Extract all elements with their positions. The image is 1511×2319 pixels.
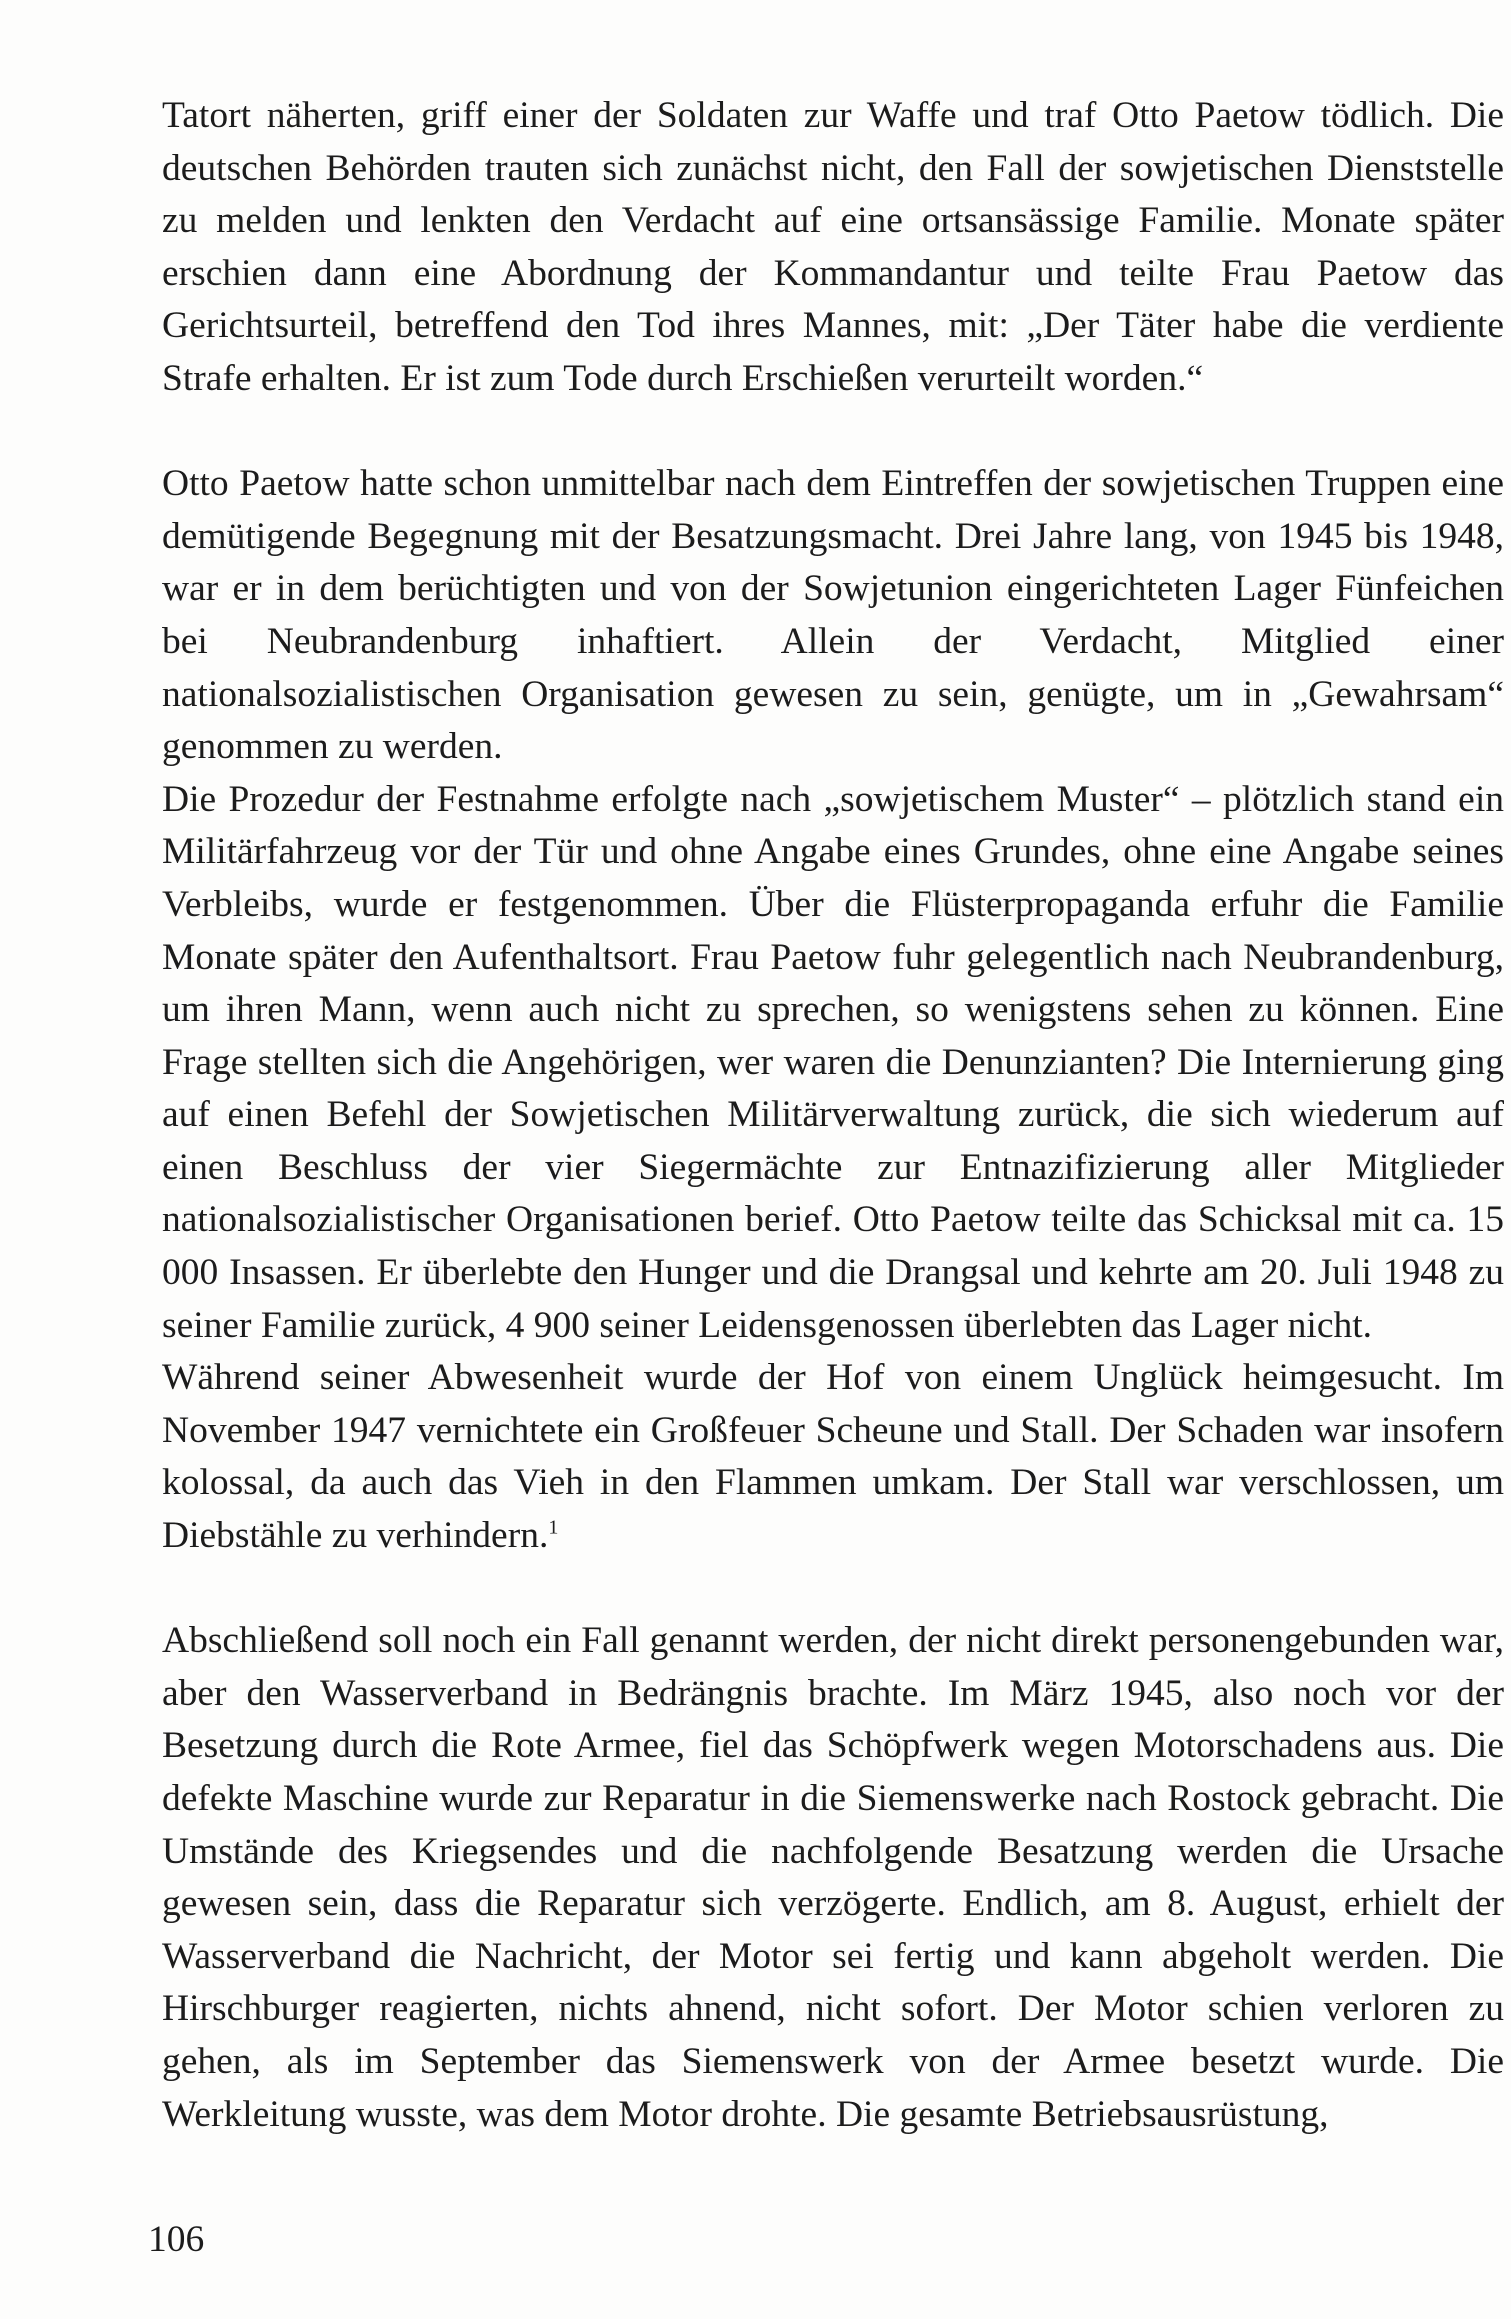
body-text [162, 90, 1504, 2141]
paragraph-4 [162, 1352, 1504, 1562]
footnote-reference: 1 [548, 1516, 559, 1539]
paragraph-4-text: Während seiner Abwesenheit wurde der Hof von einem Unglück heimgesucht. Im November 1947 vernichtete ein Großfeuer Scheune und Stall. Der Schaden war insofern kolossal, da auch das Vieh in den Flammen umkam. Der Stall war verschlossen, um Diebstähle zu verhindern. [162, 1357, 1504, 1557]
page-number: 106 [148, 2219, 205, 2260]
paragraph-1: Tatort näherten, griff einer der Soldaten zur Waffe und traf Otto Paetow tödlich. Die deutschen Behörden trauten sich zunächst nicht, den Fall der sowjetischen Dienststelle zu melden und lenkten den Verdacht auf eine ortsansässige Familie. Monate später erschien dann eine Abordnung der Kommandantur und teilte Frau Paetow das Gerichtsurteil, betreffend den Tod ihres Mannes, mit: „Der Täter habe die verdiente Strafe erhalten. Er ist zum Tode durch Erschießen verurteilt worden.“ [162, 95, 1504, 399]
paragraph-3: Die Prozedur der Festnahme erfolgte nach „sowjetischem Muster“ – plötzlich stand ein Militärfahrzeug vor der Tür und ohne Angabe eines Grundes, ohne eine Angabe seines Verbleibs, wurde er festgenommen. Über die Flüsterpropaganda erfuhr die Familie Monate später den Aufenthaltsort. Frau Paetow fuhr gelegentlich nach Neubrandenburg, um ihren Mann, wenn auch nicht zu sprechen, so wenigstens sehen zu können. Eine Frage stellten sich die Angehörigen, wer waren die Denunzianten? Die Internierung ging auf einen Befehl der Sowjetischen Militärverwaltung zurück, die sich wiederum auf einen Beschluss der vier Siegermächte zur Entnazifizierung aller Mitglieder nationalsozialistischer Organisationen berief. Otto Paetow teilte das Schicksal mit ca. 15 000 Insassen. Er überlebte den Hunger und die Drangsal und kehrte am 20. Juli 1948 zu seiner Familie zurück, 4 900 seiner Leidensgenossen überlebten das Lager nicht. [162, 778, 1504, 1346]
paragraph-5: Abschließend soll noch ein Fall genannt werden, der nicht direkt personengebunden war, aber den Wasserverband in Bedrängnis brachte. Im März 1945, also noch vor der Besetzung durch die Rote Armee, fiel das Schöpfwerk wegen Motorschadens aus. Die defekte Maschine wurde zur Reparatur in die Siemenswerke nach Rostock gebracht. Die Umstände des Kriegsendes und die nachfolgende Besatzung werden die Ursache gewesen sein, dass die Reparatur sich verzögerte. Endlich, am 8. August, erhielt der Wasserverband die Nachricht, der Motor sei fertig und kann abgeholt werden. Die Hirschburger reagierten, nichts ahnend, nicht sofort. Der Motor schien verloren zu gehen, als im September das Siemenswerk von der Armee besetzt wurde. Die Werkleitung wusste, was dem Motor drohte. Die gesamte Betriebsausrüstung, [162, 1620, 1504, 2135]
paragraph-2: Otto Paetow hatte schon unmittelbar nach dem Eintreffen der sowjetischen Truppen eine demütigende Begegnung mit der Besatzungsmacht. Drei Jahre lang, von 1945 bis 1948, war er in dem berüchtigten und von der Sowjetunion eingerichteten Lager Fünfeichen bei Neubrandenburg inhaftiert. Allein der Verdacht, Mitglied einer nationalsozialistischen Organisation gewesen zu sein, genügte, um in „Gewahrsam“ genommen zu werden. [162, 463, 1504, 768]
